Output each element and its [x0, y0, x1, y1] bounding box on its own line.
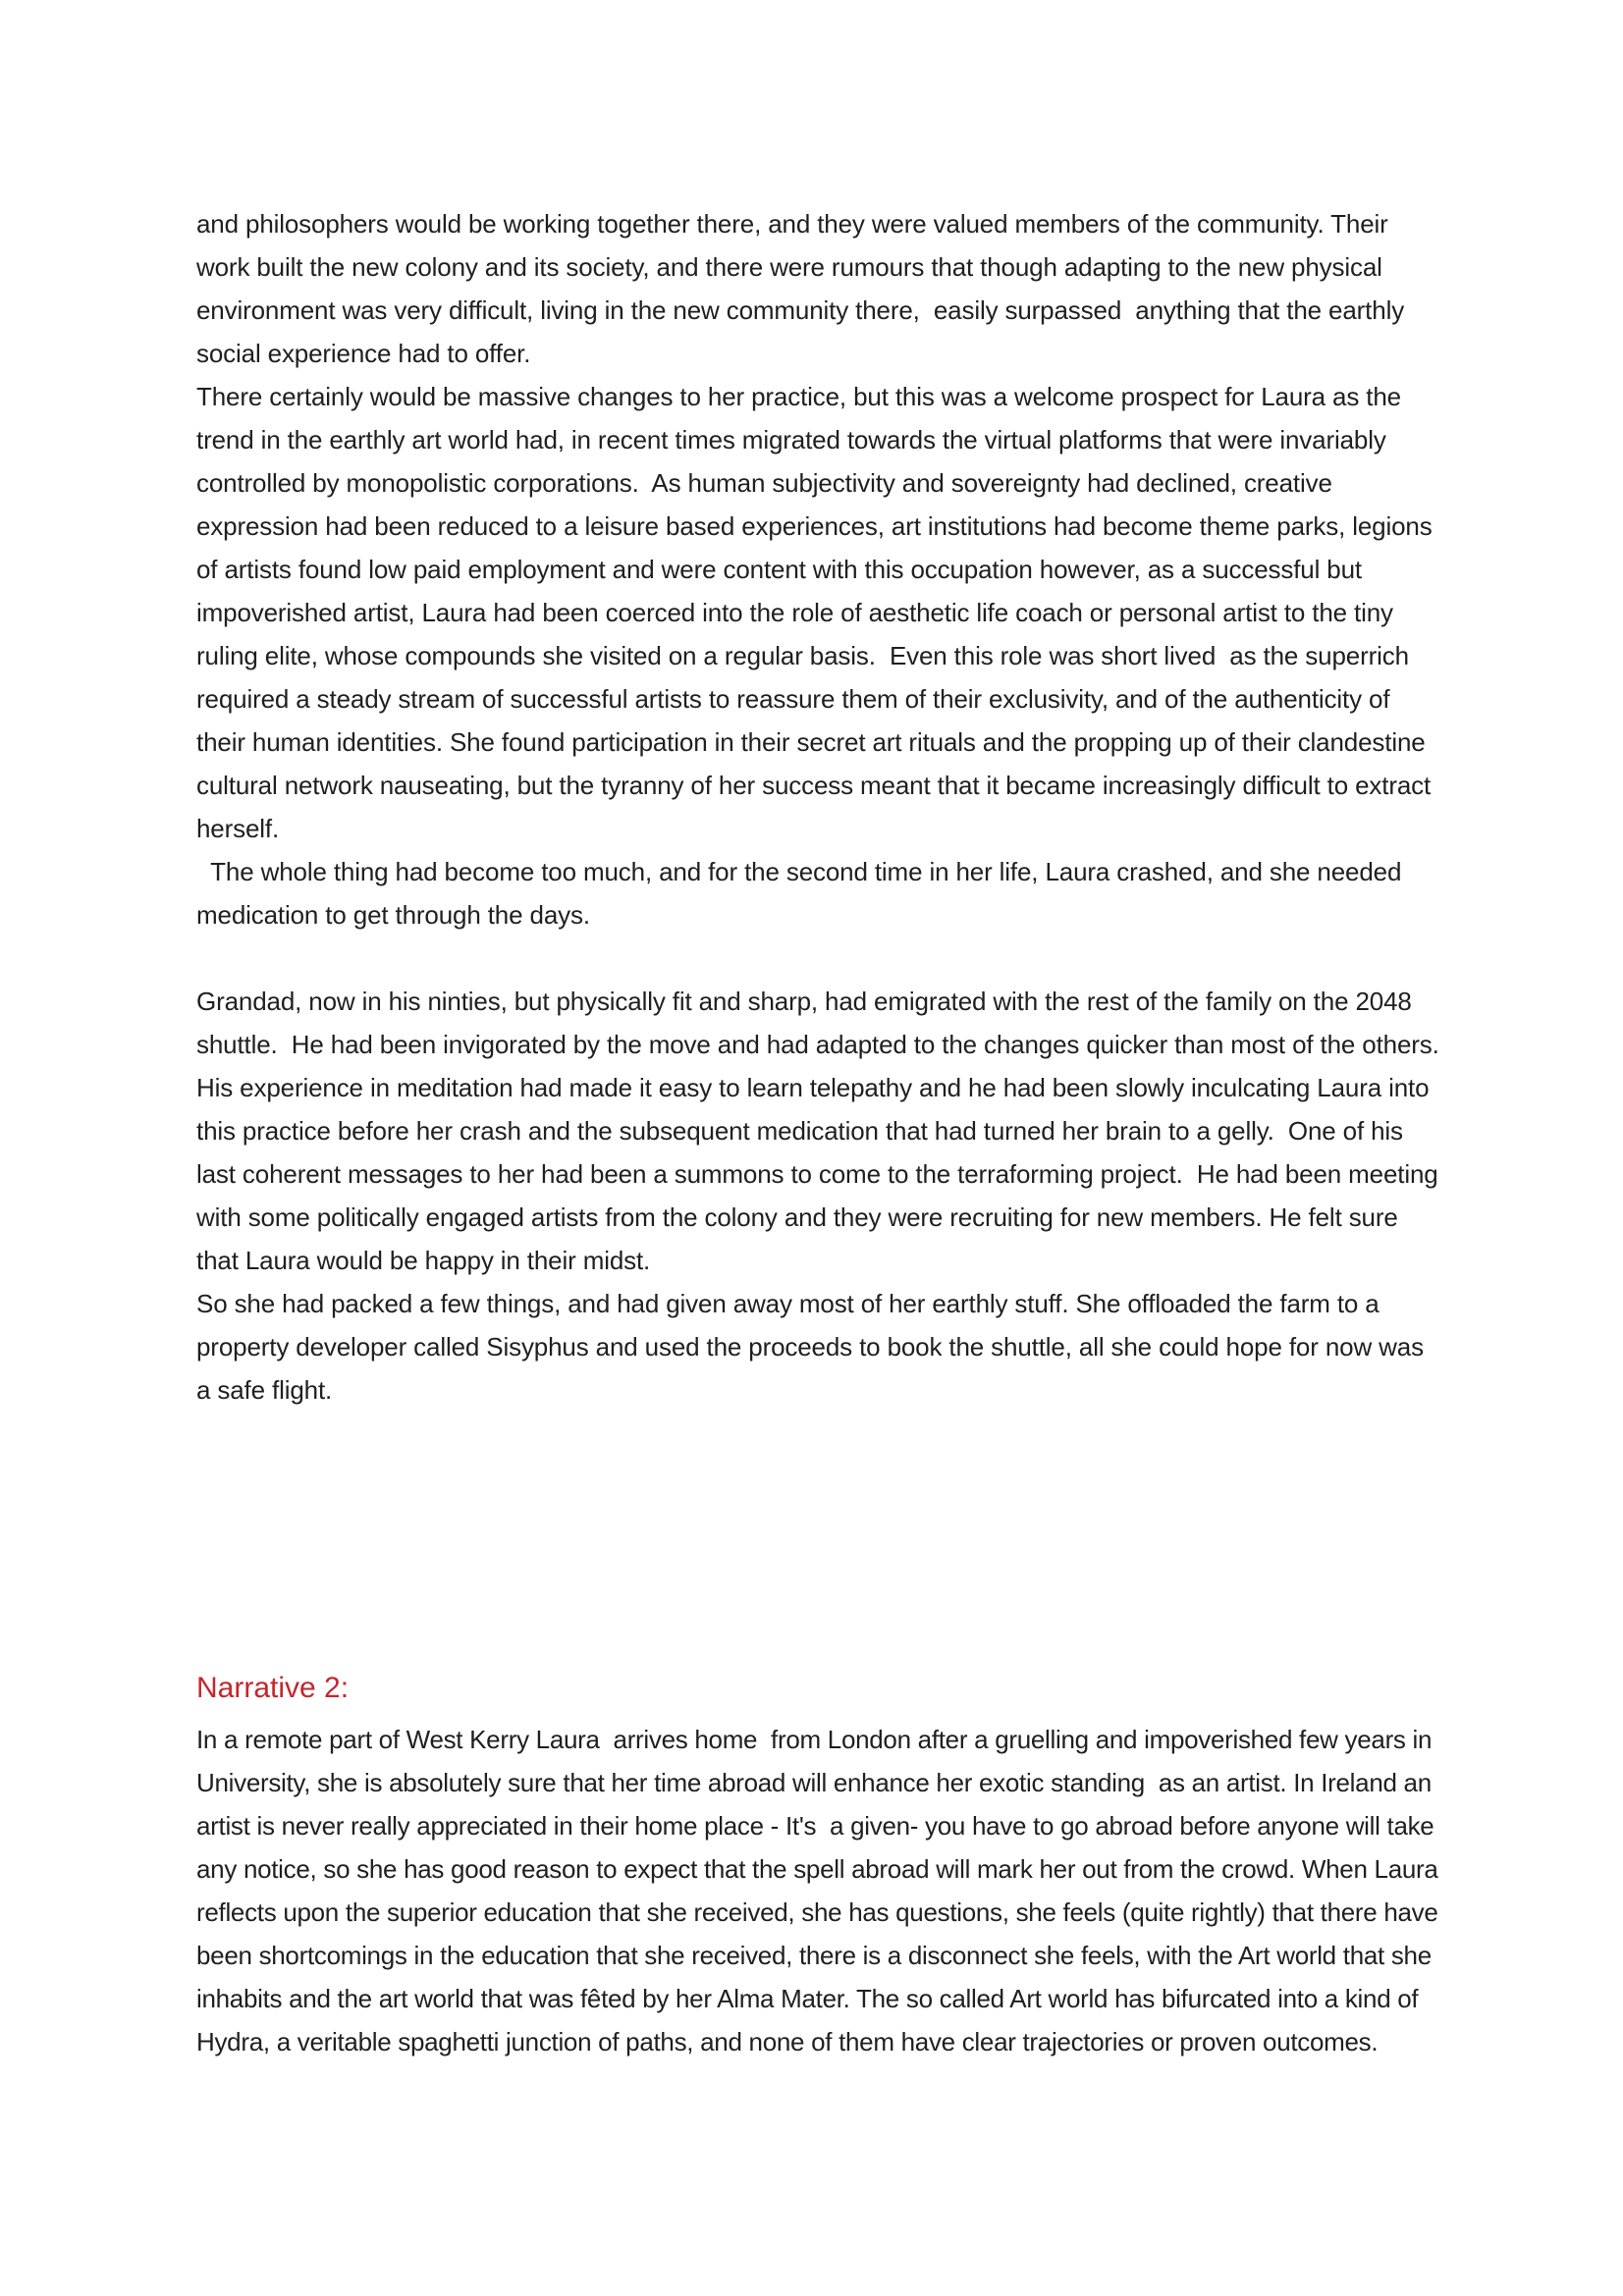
- paragraph: The whole thing had become too much, and for the second time in her life, Laura crashed, and she needed medication to get through the days.: [196, 857, 1409, 930]
- paragraph: There certainly would be massive changes to her practice, but this was a welcome prospect for Laura as the trend in the earthly art world had, in recent times migrated towards the virtual platforms that were invariably controlled by monopolistic corporations. As human subjectivity and sovereignty had declined, creative expression had been reduced to a leisure based experiences, art institutions had become theme parks, legions of artists found low paid employment and were content with this occupation however, as a successful but impoverished artist, Laura had been coerced into the role of aesthetic life coach or personal artist to the tiny ruling elite, whose compounds she visited on a regular basis. Even this role was short lived as the superrich required a steady stream of successful artists to reassure them of their exclusivity, and of the authenticity of their human identities. She found participation in their secret art rituals and the propping up of their clandestine cultural network nauseating, but the tyranny of her success meant that it became increasingly difficult to extract herself.: [196, 382, 1439, 843]
- narrative-2-heading: Narrative 2:: [196, 1672, 350, 1704]
- paragraph: So she had packed a few things, and had given away most of her earthly stuff. She offloaded the farm to a property developer called Sisyphus and used the proceeds to book the shuttle, all she could hope for now was a safe flight.: [196, 1289, 1432, 1405]
- paragraph-continuation: and philosophers would be working together there, and they were valued members of the community. Their work built the new colony and its society, and there were rumours that though adapting to the new physical environment was very difficult, living in the new community there, easily surpassed anything that the earthly social experience had to offer.: [196, 209, 1412, 368]
- paragraph-grandad: Grandad, now in his ninties, but physically fit and sharp, had emigrated with the rest of the family on the 2048 shuttle. He had been invigorated by the move and had adapted to the changes quicker than most of the others. His experience in meditation had made it easy to learn telepathy and he had been slowly inculcating Laura into this practice before her crash and the subsequent medication that had turned her brain to a gelly. One of his last coherent messages to her had been a summons to come to the terraforming project. He had been meeting with some politically engaged artists from the colony and they were recruiting for new members. He felt sure that Laura would be happy in their midst.: [196, 987, 1453, 1275]
- page-body-text-block: [196, 202, 1453, 1412]
- paragraph-narrative-2: In a remote part of West Kerry Laura arrives home from London after a gruelling and impoverished few years in University, she is absolutely sure that her time abroad will enhance her exotic standing as an artist. In Ireland an artist is never really appreciated in their home place - It's a given- you have to go abroad before anyone will take any notice, so she has good reason to expect that the spell abroad will mark her out from the crowd. When Laura reflects upon the superior education that she received, she has questions, she feels (quite rightly) that there have been shortcomings in the education that she received, there is a disconnect she feels, with the Art world that she inhabits and the art world that was fêted by her Alma Mater. The so called Art world has bifurcated into a kind of Hydra, a veritable spaghetti junction of paths, and none of them have clear trajectories or proven outcomes.: [196, 1725, 1445, 2056]
- narrative-2-section: [196, 1669, 1445, 2063]
